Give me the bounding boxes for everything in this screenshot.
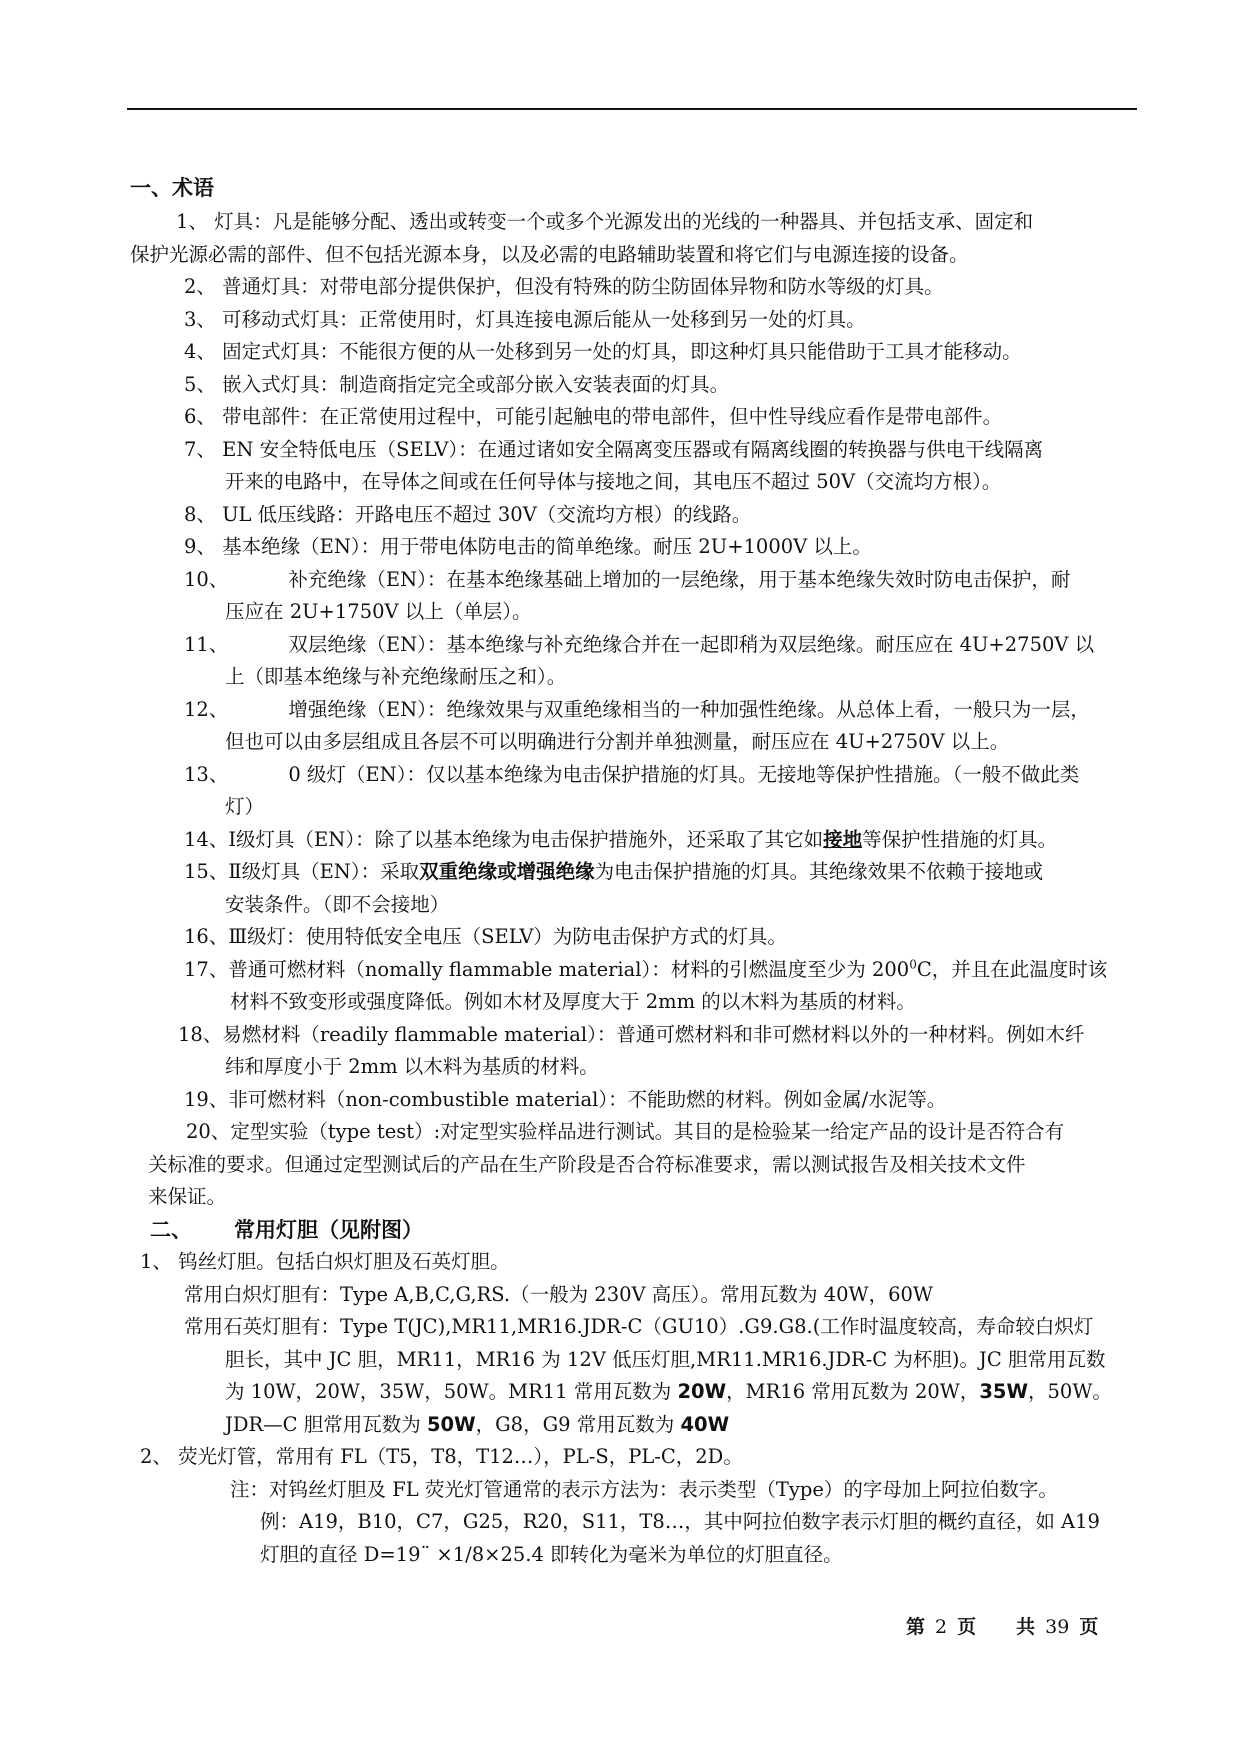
bulb-line: 2、 荧光灯管，常用有 FL（T5，T8，T12…），PL-S，PL-C，2D。 [140,1445,743,1468]
note-line: 灯胆的直径 D=19¨ ×1/8×25.4 即转化为毫米为单位的灯胆直径。 [260,1542,843,1566]
bold-text: 双重绝缘或增强绝缘 [419,860,595,883]
term-line: 9、 基本绝缘（EN）：用于带电体防电击的简单绝缘。耐压 2U+1000V 以上。 [184,535,872,558]
term-line: 但也可以由多层组成且各层不可以明确进行分割并单独测量，耐压应在 4U+2750V 以上。 [225,730,1010,753]
term-line: 11、 双层绝缘（EN）：基本绝缘与补充绝缘合并在一起即稍为双层绝缘。耐压应在 4U+2750V 以 [184,632,1095,656]
term-line: 17、普通可燃材料（nomally flammable material）：材料的引燃温度至少为 $200^0C$，并且在此温度时该 [184,957,1108,981]
header-rule [127,108,1137,110]
term-line: 压应在 2U+1750V 以上（单层）。 [225,600,532,623]
bold-text: 20W [677,1380,727,1403]
page-footer: 第 2 页 共 39 页 [906,1616,1099,1638]
bulb-line: 常用白炽灯胆有：Type A,B,C,G,RS.（一般为 230V 高压）。常用瓦数为 40W，60W [184,1282,933,1306]
bulb-line: 胆长，其中 JC 胆，MR11，MR16 为 12V 低压灯胆,MR11.MR16.JDR-C 为杯胆)。JC 胆常用瓦数 [225,1347,1106,1371]
term-line: 15、Ⅱ级灯具（EN）：采取双重绝缘或增强绝缘为电击保护措施的灯具。其绝缘效果不依赖于接地或 [184,860,1044,883]
bold-text: 35W [979,1380,1029,1403]
item-number: 13、 [184,762,229,786]
term-line: 8、 UL 低压线路：开路电压不超过 30V（交流均方根）的线路。 [184,502,752,526]
term-line: 1、 灯具：凡是能够分配、透出或转变一个或多个光源发出的光线的一种器具、并包括支承、固定和 [176,210,1034,233]
term-line: 材料不致变形或强度降低。例如木材及厚度大于 2mm 的以木料为基质的材料。 [230,990,916,1013]
bulb-line: 1、 钨丝灯胆。包括白炽灯胆及石英灯胆。 [140,1250,510,1273]
bulb-line: 常用石英灯胆有：Type T(JC),MR11,MR16.JDR-C（GU10）.G9.G8.(工作时温度较高，寿命较白炽灯 [184,1315,1094,1338]
term-line: 安装条件。（即不会接地） [225,892,450,916]
document-body [130,172,1140,1571]
bold-text: 40W [680,1412,730,1436]
term-line: 20、定型实验（type test）:对定型实验样品进行测试。其目的是检验某一给定产品的设计是否符合有 [186,1120,1065,1143]
term-line: 6、 带电部件：在正常使用过程中，可能引起触电的带电部件，但中性导线应看作是带电部件。 [184,405,1003,428]
term-line: 灯） [225,795,265,818]
bold-underlined-text: 接地 [823,827,863,851]
term-line: 14、Ⅰ级灯具（EN）：除了以基本绝缘为电击保护措施外，还采取了其它如接地等保护性措施的灯具。 [184,827,1058,851]
total-pages: 39 [1045,1616,1070,1638]
term-line: 纬和厚度小于 2mm 以木料为基质的材料。 [225,1055,599,1078]
bulb-line: 为 10W，20W，35W，50W。MR11 常用瓦数为 20W，MR16 常用瓦数为 20W，35W，50W。 [225,1380,1112,1403]
item-number: 12、 [184,697,229,721]
term-line: 12、 增强绝缘（EN）：绝缘效果与双重绝缘相当的一种加强性绝缘。从总体上看，一般只为一层， [184,697,1090,721]
term-line: 来保证。 [148,1185,227,1208]
item-number: 11、 [184,632,229,656]
note-line: 注：对钨丝灯胆及 FL 荧光灯管通常的表示方法为：表示类型（Type）的字母加上阿拉伯数字。 [230,1477,1058,1501]
term-line: 保护光源必需的部件、但不包括光源本身，以及必需的电路辅助装置和将它们与电源连接的设备。 [130,242,969,266]
term-line: 7、 EN 安全特低电压（SELV）：在通过诸如安全隔离变压器或有隔离线圈的转换器与供电干线隔离 [184,437,1044,461]
term-line: 4、 固定式灯具：不能很方便的从一处移到另一处的灯具，即这种灯具只能借助于工具才能移动。 [184,340,1022,363]
term-line: 10、 补充绝缘（EN）：在基本绝缘基础上增加的一层绝缘，用于基本绝缘失效时防电击保护，耐 [184,567,1071,591]
item-number: 10、 [184,567,229,591]
bulb-line: JDR—C 胆常用瓦数为 50W，G8，G9 常用瓦数为 40W [225,1412,730,1436]
superscript: 0 [909,957,917,971]
page-number: 2 [935,1616,948,1638]
bold-text: 50W [426,1412,476,1436]
term-line: 18、易燃材料（readily flammable material）：普通可燃材料和非可燃材料以外的一种材料。例如木纤 [178,1022,1085,1046]
section-heading-terms: 一、术语 [130,176,214,200]
term-line: 16、Ⅲ级灯：使用特低安全电压（SELV）为防电击保护方式的灯具。 [184,925,787,948]
section-heading-bulbs: 二、 常用灯胆（见附图） [150,1217,423,1242]
term-line: 开来的电路中，在导体之间或在任何导体与接地之间，其电压不超过 50V（交流均方根）。 [225,470,1002,493]
term-line: 上（即基本绝缘与补充绝缘耐压之和）。 [225,665,567,688]
term-line: 关标准的要求。但通过定型测试后的产品在生产阶段是否合符标准要求，需以测试报告及相关技术文件 [148,1152,1026,1176]
term-line: 2、 普通灯具：对带电部分提供保护，但没有特殊的防尘防固体异物和防水等级的灯具。 [184,275,944,298]
term-line: 3、 可移动式灯具：正常使用时，灯具连接电源后能从一处移到另一处的灯具。 [184,307,866,331]
term-line: 13、 0 级灯（EN）：仅以基本绝缘为电击保护措施的灯具。无接地等保护性措施。（一般不做此类 [184,762,1080,786]
term-line: 5、 嵌入式灯具：制造商指定完全或部分嵌入安装表面的灯具。 [184,372,730,396]
term-line: 19、非可燃材料（non-combustible material）：不能助燃的材料。例如金属/水泥等。 [184,1087,947,1111]
note-line: 例：A19，B10，C7，G25，R20，S11，T8…，其中阿拉伯数字表示灯胆的概约直径，如 A19 [260,1510,1100,1533]
